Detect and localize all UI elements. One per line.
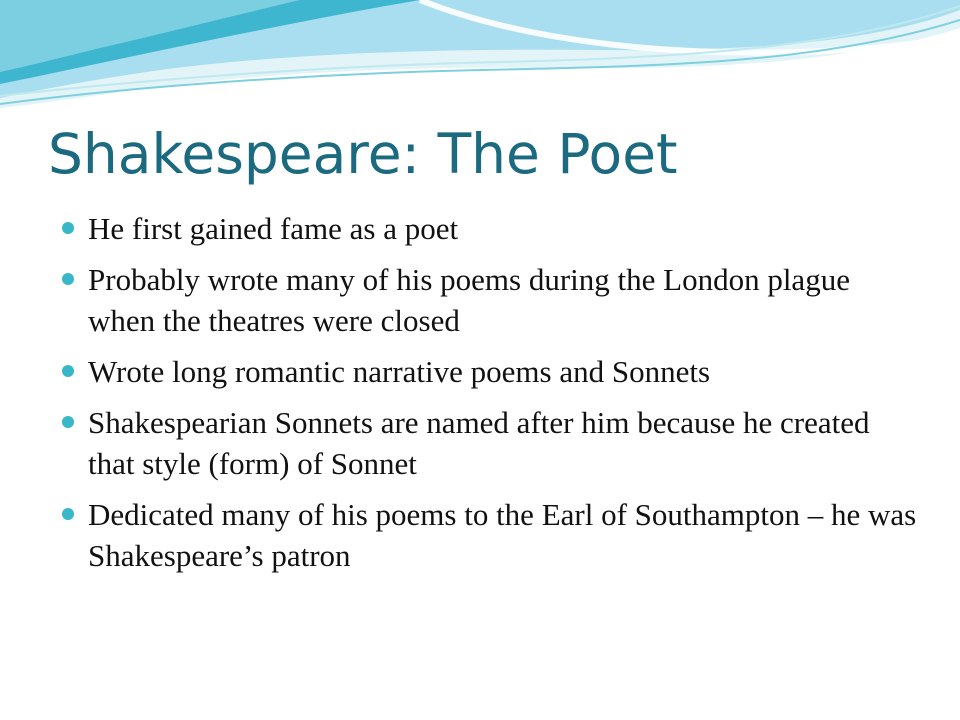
bullet-list: [62, 208, 922, 586]
bullet-item: [62, 351, 922, 392]
bullet-text: Dedicated many of his poems to the Earl of Southampton – he was Shakespeare’s patron: [88, 497, 917, 573]
bullet-marker-icon: [62, 222, 74, 234]
header-wave-decoration: [0, 0, 960, 120]
bullet-text: Probably wrote many of his poems during the London plague when the theatres were closed: [88, 262, 850, 338]
bullet-text: He first gained fame as a poet: [88, 211, 459, 246]
bullet-text: Wrote long romantic narrative poems and Sonnets: [88, 354, 711, 389]
bullet-marker-icon: [62, 273, 74, 285]
bullet-marker-icon: [62, 365, 74, 377]
bullet-item: [62, 208, 922, 249]
bullet-marker-icon: [62, 508, 74, 520]
bullet-item: [62, 402, 922, 484]
bullet-item: [62, 259, 922, 341]
slide-title: Shakespeare: The Poet: [48, 122, 678, 186]
bullet-item: [62, 494, 922, 576]
bullet-text: Shakespearian Sonnets are named after him because he created that style (form) of Sonnet: [88, 405, 870, 481]
bullet-marker-icon: [62, 416, 74, 428]
